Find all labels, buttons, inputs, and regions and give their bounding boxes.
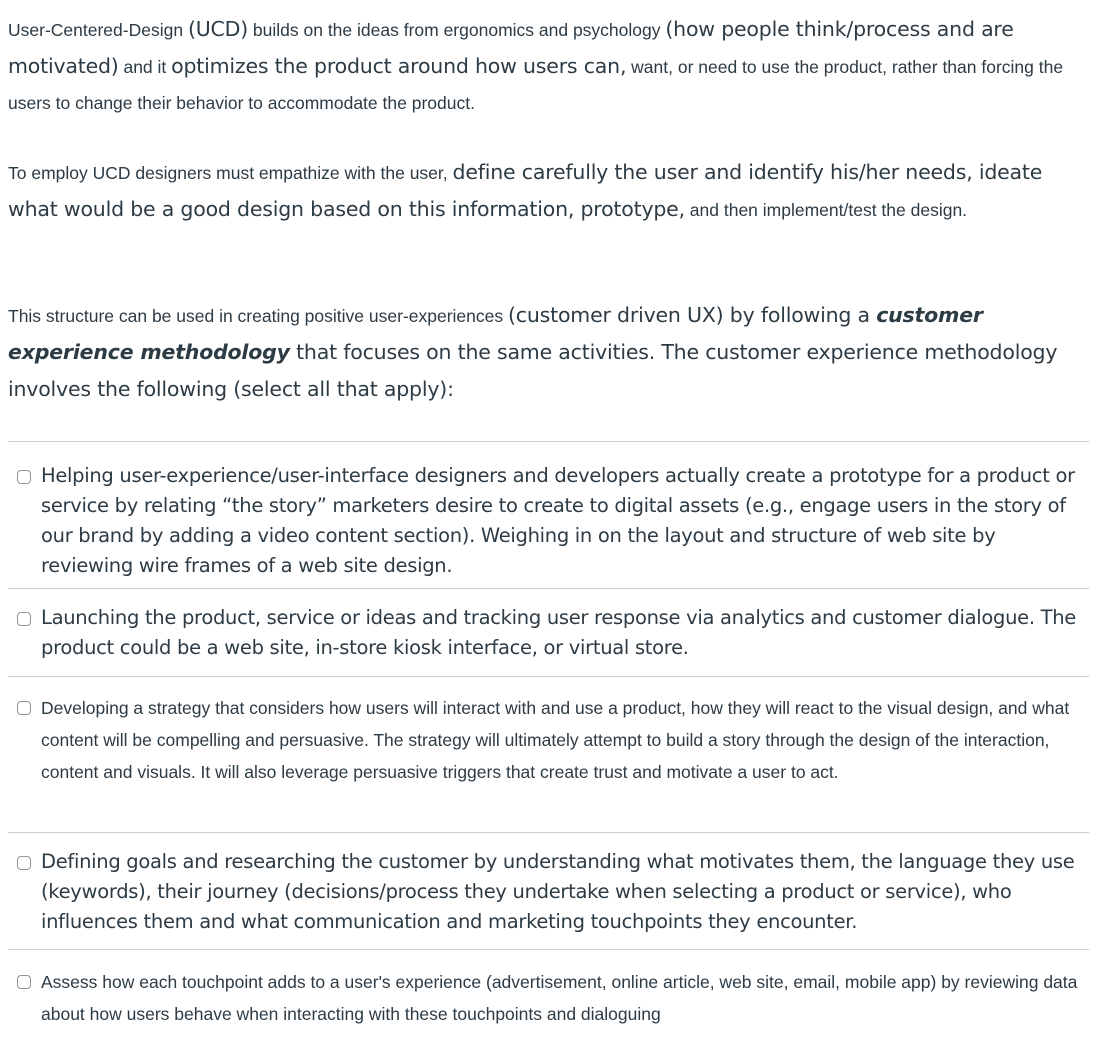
checkbox-3[interactable] [17,701,31,715]
q1-seg: (UCD) [187,17,249,41]
question-paragraph-2 [8,154,1088,228]
q3-seg: This structure can be used in creating positive user-experiences [8,306,508,326]
q2-seg: To employ UCD designers must empathize with the user, [8,163,453,183]
q1-seg: and it [118,57,172,77]
q1-seg: User-Centered-Design [8,20,188,40]
q2-seg: define carefully the user and identify his/her needs, ideate what would be a good design based on this information, prototype, [8,160,1043,221]
q3-seg: (customer driven UX) by following a [507,303,877,327]
checkbox-2[interactable] [17,612,31,626]
question-paragraph-3 [8,297,1088,408]
answer-option-2[interactable] [8,588,1089,676]
checkbox-1[interactable] [17,470,31,484]
answer-option-1[interactable] [8,441,1089,588]
answer-label-5: Assess how each touchpoint adds to a user's experience (advertisement, online article, web site, email, mobile app) by reviewing data about how users behave when interacting with these touchpoints and dialoguing [41,972,1078,1024]
answer-option-4[interactable] [8,832,1089,949]
answer-option-3[interactable] [8,676,1089,832]
q1-seg: optimizes the product around how users can, [171,54,627,78]
q1-seg: want, or need to use the product, rather than forcing the users to change their behavior to accommodate the product. [8,57,1064,113]
answer-option-5[interactable] [8,949,1089,1049]
q1-seg: builds on the ideas from ergonomics and psychology [248,20,666,40]
answer-label-1: Helping user-experience/user-interface designers and developers actually create a prototype for a product or service by relating “the story” marketers desire to create to digital assets (e.g., engage users in the story of our brand by adding a video content section). Weighing in on the layout and structure of web site by reviewing wire frames of a web site design. [41,464,1075,577]
q3-emphasis: customer experience methodology [8,303,983,364]
answer-label-3: Developing a strategy that considers how users will interact with and use a product, how they will react to the visual design, and what content will be compelling and persuasive. The strategy will ultimately attempt to build a story through the design of the interaction, content and visuals. It will also leverage persuasive triggers that create trust and motivate a user to act. [41,698,1070,782]
answer-label-2: Launching the product, service or ideas and tracking user response via analytics and customer dialogue. The product could be a web site, in-store kiosk interface, or virtual store. [41,606,1076,659]
q1-seg: (how people think/process and are motivated) [8,17,1014,78]
q3-seg: that focuses on the same activities. The customer experience methodology involves the following (select all that apply): [8,340,1058,401]
question-paragraph-1 [8,11,1088,121]
answer-label-4: Defining goals and researching the customer by understanding what motivates them, the language they use (keywords), their journey (decisions/process they undertake when selecting a product or service), who influences them and what communication and marketing touchpoints they encounter. [41,850,1075,933]
q2-seg: and then implement/test the design. [684,200,968,220]
answer-list [8,441,1089,1049]
checkbox-4[interactable] [17,856,31,870]
checkbox-5[interactable] [17,975,31,989]
